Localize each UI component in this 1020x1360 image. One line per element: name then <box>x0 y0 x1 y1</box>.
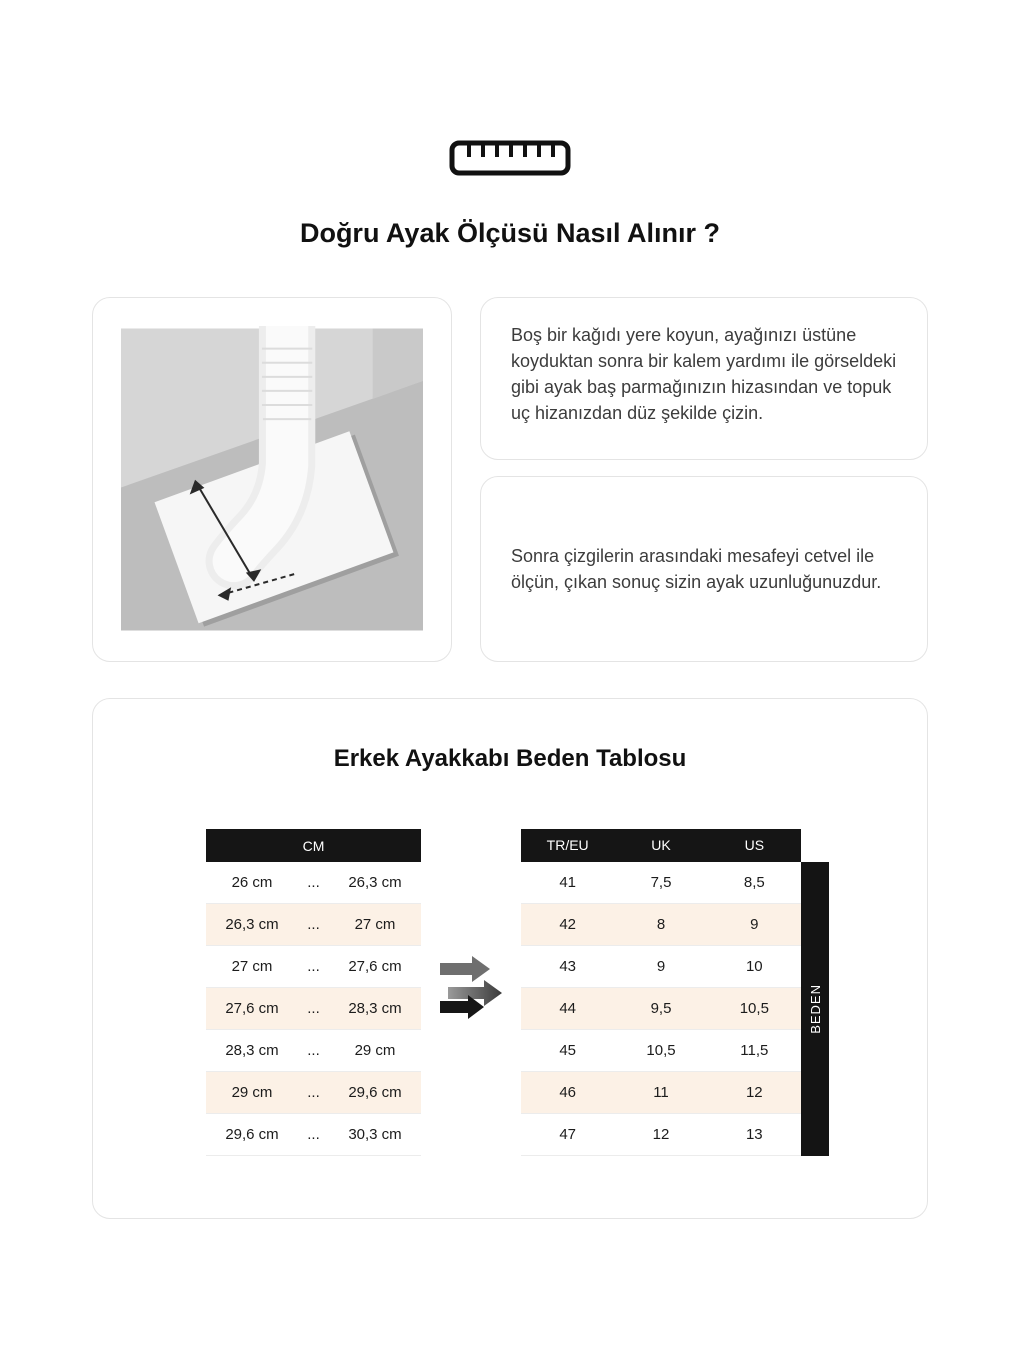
table-row: 27,6 cm ... 28,3 cm <box>206 988 421 1030</box>
table-row: 46 11 12 <box>521 1072 801 1114</box>
page-title: Doğru Ayak Ölçüsü Nasıl Alınır ? <box>299 218 721 248</box>
international-size-table <box>521 829 801 1156</box>
column-header-uk: UK <box>651 837 671 853</box>
instruction-card-1 <box>480 297 928 460</box>
beden-side-bar <box>801 862 829 1156</box>
cm-table <box>206 829 421 1156</box>
ruler-icon <box>0 138 1020 178</box>
beden-label: BEDEN <box>807 984 823 1034</box>
table-row: 29 cm ... 29,6 cm <box>206 1072 421 1114</box>
foot-measurement-photo-card <box>92 297 452 662</box>
column-header-tr-eu: TR/EU <box>546 837 589 853</box>
cm-table-header: CM <box>206 829 421 862</box>
instruction-card-2 <box>480 476 928 662</box>
size-chart-card <box>92 698 928 1219</box>
size-chart-title: Erkek Ayakkabı Beden Tablosu <box>333 745 687 772</box>
table-row: 27 cm ... 27,6 cm <box>206 946 421 988</box>
column-header-us: US <box>744 837 765 853</box>
table-row: 41 7,5 8,5 <box>521 862 801 904</box>
table-row: 42 8 9 <box>521 904 801 946</box>
foot-measurement-photo <box>121 326 423 633</box>
howto-section <box>92 297 928 662</box>
size-table-header-row <box>521 829 801 862</box>
size-chart-tables <box>206 829 927 1156</box>
instruction-steps <box>480 297 928 662</box>
table-row: 26,3 cm ... 27 cm <box>206 904 421 946</box>
table-row: 26 cm ... 26,3 cm <box>206 862 421 904</box>
instruction-text-1: Boş bir kağıdı yere koyun, ayağınızı üstüne koyduktan sonra bir kalem yardımı ile görseldeki gibi ayak baş parmağınızın hizasından ve topuk uç hizanızdan düz şekilde çizin. <box>511 325 897 424</box>
table-row: 45 10,5 11,5 <box>521 1030 801 1072</box>
table-row: 28,3 cm ... 29 cm <box>206 1030 421 1072</box>
instruction-text-2: Sonra çizgilerin arasındaki mesafeyi cetvel ile ölçün, çıkan sonuç sizin ayak uzunluğunuzdur. <box>511 545 882 592</box>
table-row: 29,6 cm ... 30,3 cm <box>206 1114 421 1156</box>
table-row: 47 12 13 <box>521 1114 801 1156</box>
page-header <box>0 138 1020 249</box>
table-row: 44 9,5 10,5 <box>521 988 801 1030</box>
double-right-arrows-icon <box>421 955 521 1021</box>
table-row: 43 9 10 <box>521 946 801 988</box>
